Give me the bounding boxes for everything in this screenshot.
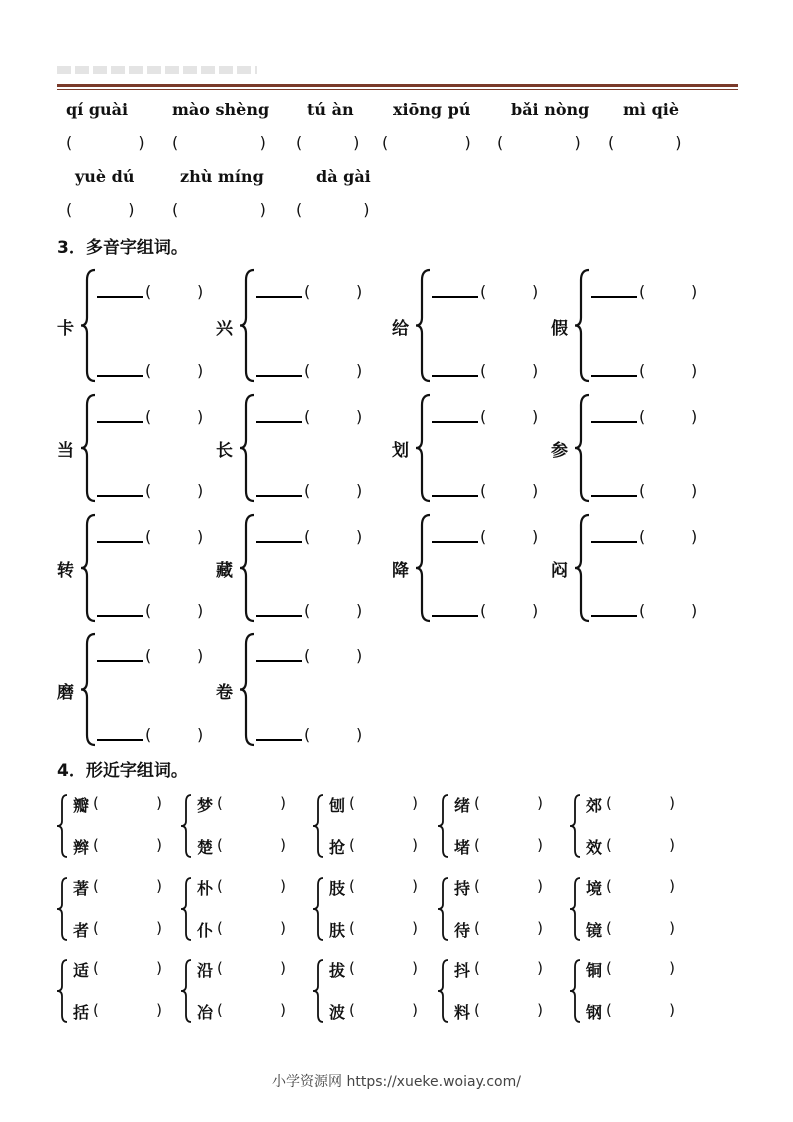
word-blank-line[interactable] (432, 541, 478, 543)
pinyin-blank[interactable]: ( ) (480, 601, 539, 620)
word-blank-line[interactable] (591, 495, 637, 497)
word-blank[interactable]: ( ) (474, 919, 543, 937)
answer-blank[interactable]: ( ) (497, 133, 581, 152)
word-blank[interactable]: ( ) (474, 959, 543, 977)
polyphonic-char: 卡 (57, 318, 74, 339)
curly-brace (438, 958, 450, 1024)
word-blank[interactable]: ( ) (606, 1001, 675, 1019)
pinyin-blank[interactable]: ( ) (145, 601, 204, 620)
word-blank[interactable]: ( ) (606, 877, 675, 895)
word-blank[interactable]: ( ) (349, 959, 418, 977)
answer-blank[interactable]: ( ) (66, 200, 135, 219)
polyphonic-char: 当 (57, 441, 74, 461)
word-blank-line[interactable] (97, 495, 143, 497)
pinyin-item: qí guài (66, 100, 129, 119)
word-blank[interactable]: ( ) (93, 794, 162, 812)
pinyin-item: tú àn (307, 100, 354, 119)
polyphonic-char: 给 (392, 318, 409, 339)
similar-char: 效 (586, 838, 603, 857)
curly-brace (438, 793, 450, 859)
curly-brace (575, 513, 591, 623)
similar-char: 肢 (329, 879, 346, 898)
pinyin-blank[interactable]: ( ) (145, 361, 204, 380)
curly-brace (240, 268, 256, 383)
word-blank-line[interactable] (256, 421, 302, 423)
word-blank-line[interactable] (432, 296, 478, 298)
curly-brace (181, 876, 193, 942)
pinyin-blank[interactable]: ( ) (145, 527, 204, 546)
word-blank-line[interactable] (432, 615, 478, 617)
pinyin-blank[interactable]: ( ) (145, 725, 204, 744)
answer-blank[interactable]: ( ) (608, 133, 682, 152)
polyphonic-char: 藏 (216, 561, 233, 581)
similar-char: 绪 (454, 796, 471, 815)
similar-char: 镜 (586, 921, 603, 940)
similar-char: 瓣 (73, 796, 90, 815)
curly-brace (416, 393, 432, 503)
word-blank-line[interactable] (97, 296, 143, 298)
pinyin-blank[interactable]: ( ) (304, 601, 363, 620)
pinyin-blank[interactable]: ( ) (304, 361, 363, 380)
similar-char: 冶 (197, 1003, 214, 1022)
polyphonic-char: 降 (392, 561, 409, 581)
curly-brace (240, 513, 256, 623)
word-blank[interactable]: ( ) (349, 877, 418, 895)
similar-char: 刨 (329, 796, 346, 815)
similar-char: 括 (73, 1003, 90, 1022)
pinyin-item: dà gài (316, 167, 371, 186)
similar-char: 波 (329, 1003, 346, 1022)
polyphonic-char: 卷 (216, 682, 233, 703)
word-blank-line[interactable] (432, 495, 478, 497)
pinyin-blank[interactable]: ( ) (639, 407, 698, 426)
pinyin-blank[interactable]: ( ) (480, 407, 539, 426)
answer-blank[interactable]: ( ) (382, 133, 471, 152)
word-blank[interactable]: ( ) (93, 1001, 162, 1019)
word-blank-line[interactable] (256, 296, 302, 298)
similar-char: 适 (73, 961, 90, 980)
word-blank[interactable]: ( ) (217, 1001, 286, 1019)
word-blank-line[interactable] (256, 541, 302, 543)
word-blank[interactable]: ( ) (217, 794, 286, 812)
word-blank-line[interactable] (97, 541, 143, 543)
faded-header-text (57, 66, 257, 74)
word-blank[interactable]: ( ) (474, 836, 543, 854)
word-blank[interactable]: ( ) (217, 919, 286, 937)
pinyin-item: bǎi nòng (511, 100, 590, 119)
word-blank-line[interactable] (97, 421, 143, 423)
polyphonic-char: 转 (57, 561, 74, 581)
curly-brace (57, 958, 69, 1024)
curly-brace (575, 393, 591, 503)
similar-char: 辫 (73, 838, 90, 857)
pinyin-item: mào shèng (172, 100, 270, 119)
curly-brace (181, 958, 193, 1024)
pinyin-item: mì qiè (623, 100, 680, 119)
similar-char: 抖 (454, 961, 471, 980)
word-blank-line[interactable] (591, 541, 637, 543)
word-blank-line[interactable] (97, 660, 143, 662)
curly-brace (81, 268, 97, 383)
curly-brace (57, 876, 69, 942)
curly-brace (240, 632, 256, 747)
similar-char: 郊 (586, 796, 603, 815)
curly-brace (81, 513, 97, 623)
similar-char: 抢 (329, 838, 346, 857)
word-blank-line[interactable] (97, 739, 143, 741)
word-blank[interactable]: ( ) (349, 836, 418, 854)
curly-brace (57, 793, 69, 859)
word-blank[interactable]: ( ) (93, 959, 162, 977)
similar-char: 沿 (197, 961, 214, 980)
word-blank-line[interactable] (256, 660, 302, 662)
word-blank[interactable]: ( ) (217, 959, 286, 977)
curly-brace (570, 876, 582, 942)
word-blank-line[interactable] (97, 615, 143, 617)
similar-char: 者 (73, 921, 90, 940)
pinyin-blank[interactable]: ( ) (639, 601, 698, 620)
footer-source: 小学资源网 https://xueke.woiay.com/ (272, 1074, 521, 1090)
pinyin-blank[interactable]: ( ) (639, 282, 698, 301)
pinyin-blank[interactable]: ( ) (145, 282, 204, 301)
word-blank[interactable]: ( ) (474, 794, 543, 812)
curly-brace (81, 393, 97, 503)
polyphonic-char: 兴 (216, 318, 233, 339)
word-blank[interactable]: ( ) (606, 919, 675, 937)
curly-brace (81, 632, 97, 747)
curly-brace (438, 876, 450, 942)
word-blank[interactable]: ( ) (93, 836, 162, 854)
word-blank-line[interactable] (256, 495, 302, 497)
pinyin-blank[interactable]: ( ) (639, 527, 698, 546)
curly-brace (416, 513, 432, 623)
pinyin-item: zhù míng (180, 167, 264, 186)
pinyin-item: xiōng pú (393, 100, 471, 119)
pinyin-blank[interactable]: ( ) (304, 646, 363, 665)
pinyin-blank[interactable]: ( ) (480, 282, 539, 301)
curly-brace (570, 958, 582, 1024)
word-blank[interactable]: ( ) (474, 1001, 543, 1019)
word-blank[interactable]: ( ) (474, 877, 543, 895)
similar-char: 钢 (586, 1003, 603, 1022)
section-4-heading: 4．形近字组词。 (57, 761, 188, 781)
similar-char: 铜 (586, 961, 603, 980)
pinyin-blank[interactable]: ( ) (304, 725, 363, 744)
word-blank-line[interactable] (432, 375, 478, 377)
curly-brace (240, 393, 256, 503)
similar-char: 待 (454, 921, 471, 940)
word-blank[interactable]: ( ) (217, 877, 286, 895)
pinyin-blank[interactable]: ( ) (145, 407, 204, 426)
word-blank[interactable]: ( ) (349, 1001, 418, 1019)
word-blank-line[interactable] (591, 615, 637, 617)
pinyin-blank[interactable]: ( ) (480, 481, 539, 500)
pinyin-blank[interactable]: ( ) (639, 481, 698, 500)
similar-char: 梦 (197, 796, 214, 815)
pinyin-blank[interactable]: ( ) (480, 361, 539, 380)
word-blank[interactable]: ( ) (217, 836, 286, 854)
pinyin-blank[interactable]: ( ) (480, 527, 539, 546)
header-rule-thin (57, 89, 738, 90)
polyphonic-char: 闷 (551, 561, 568, 581)
pinyin-blank[interactable]: ( ) (304, 527, 363, 546)
polyphonic-char: 长 (216, 441, 233, 461)
similar-char: 境 (586, 879, 603, 898)
word-blank[interactable]: ( ) (93, 919, 162, 937)
word-blank-line[interactable] (591, 421, 637, 423)
word-blank[interactable]: ( ) (349, 794, 418, 812)
pinyin-blank[interactable]: ( ) (304, 481, 363, 500)
word-blank-line[interactable] (97, 375, 143, 377)
pinyin-blank[interactable]: ( ) (145, 646, 204, 665)
similar-char: 著 (73, 879, 90, 898)
similar-char: 仆 (197, 921, 214, 940)
answer-blank[interactable]: ( ) (172, 200, 266, 219)
word-blank-line[interactable] (432, 421, 478, 423)
similar-char: 朴 (197, 879, 214, 898)
word-blank[interactable]: ( ) (606, 794, 675, 812)
polyphonic-char: 划 (392, 441, 409, 461)
pinyin-blank[interactable]: ( ) (304, 282, 363, 301)
curly-brace (575, 268, 591, 383)
pinyin-item: yuè dú (75, 167, 135, 186)
polyphonic-char: 磨 (57, 682, 74, 703)
word-blank[interactable]: ( ) (606, 836, 675, 854)
word-blank-line[interactable] (256, 739, 302, 741)
similar-char: 料 (454, 1003, 471, 1022)
word-blank[interactable]: ( ) (606, 959, 675, 977)
word-blank-line[interactable] (256, 375, 302, 377)
answer-blank[interactable]: ( ) (172, 133, 266, 152)
polyphonic-char: 参 (551, 441, 568, 461)
word-blank-line[interactable] (591, 296, 637, 298)
similar-char: 拔 (329, 961, 346, 980)
similar-char: 楚 (197, 838, 214, 857)
word-blank-line[interactable] (591, 375, 637, 377)
header-rule-thick (57, 84, 738, 87)
curly-brace (570, 793, 582, 859)
polyphonic-char: 假 (551, 318, 568, 339)
pinyin-blank[interactable]: ( ) (304, 407, 363, 426)
word-blank[interactable]: ( ) (349, 919, 418, 937)
answer-blank[interactable]: ( ) (296, 200, 370, 219)
pinyin-blank[interactable]: ( ) (639, 361, 698, 380)
pinyin-blank[interactable]: ( ) (145, 481, 204, 500)
answer-blank[interactable]: ( ) (296, 133, 360, 152)
word-blank[interactable]: ( ) (93, 877, 162, 895)
word-blank-line[interactable] (256, 615, 302, 617)
curly-brace (313, 958, 325, 1024)
similar-char: 持 (454, 879, 471, 898)
similar-char: 肤 (329, 921, 346, 940)
answer-blank[interactable]: ( ) (66, 133, 145, 152)
curly-brace (181, 793, 193, 859)
curly-brace (416, 268, 432, 383)
section-3-heading: 3．多音字组词。 (57, 238, 188, 258)
curly-brace (313, 793, 325, 859)
curly-brace (313, 876, 325, 942)
similar-char: 堵 (454, 838, 471, 857)
